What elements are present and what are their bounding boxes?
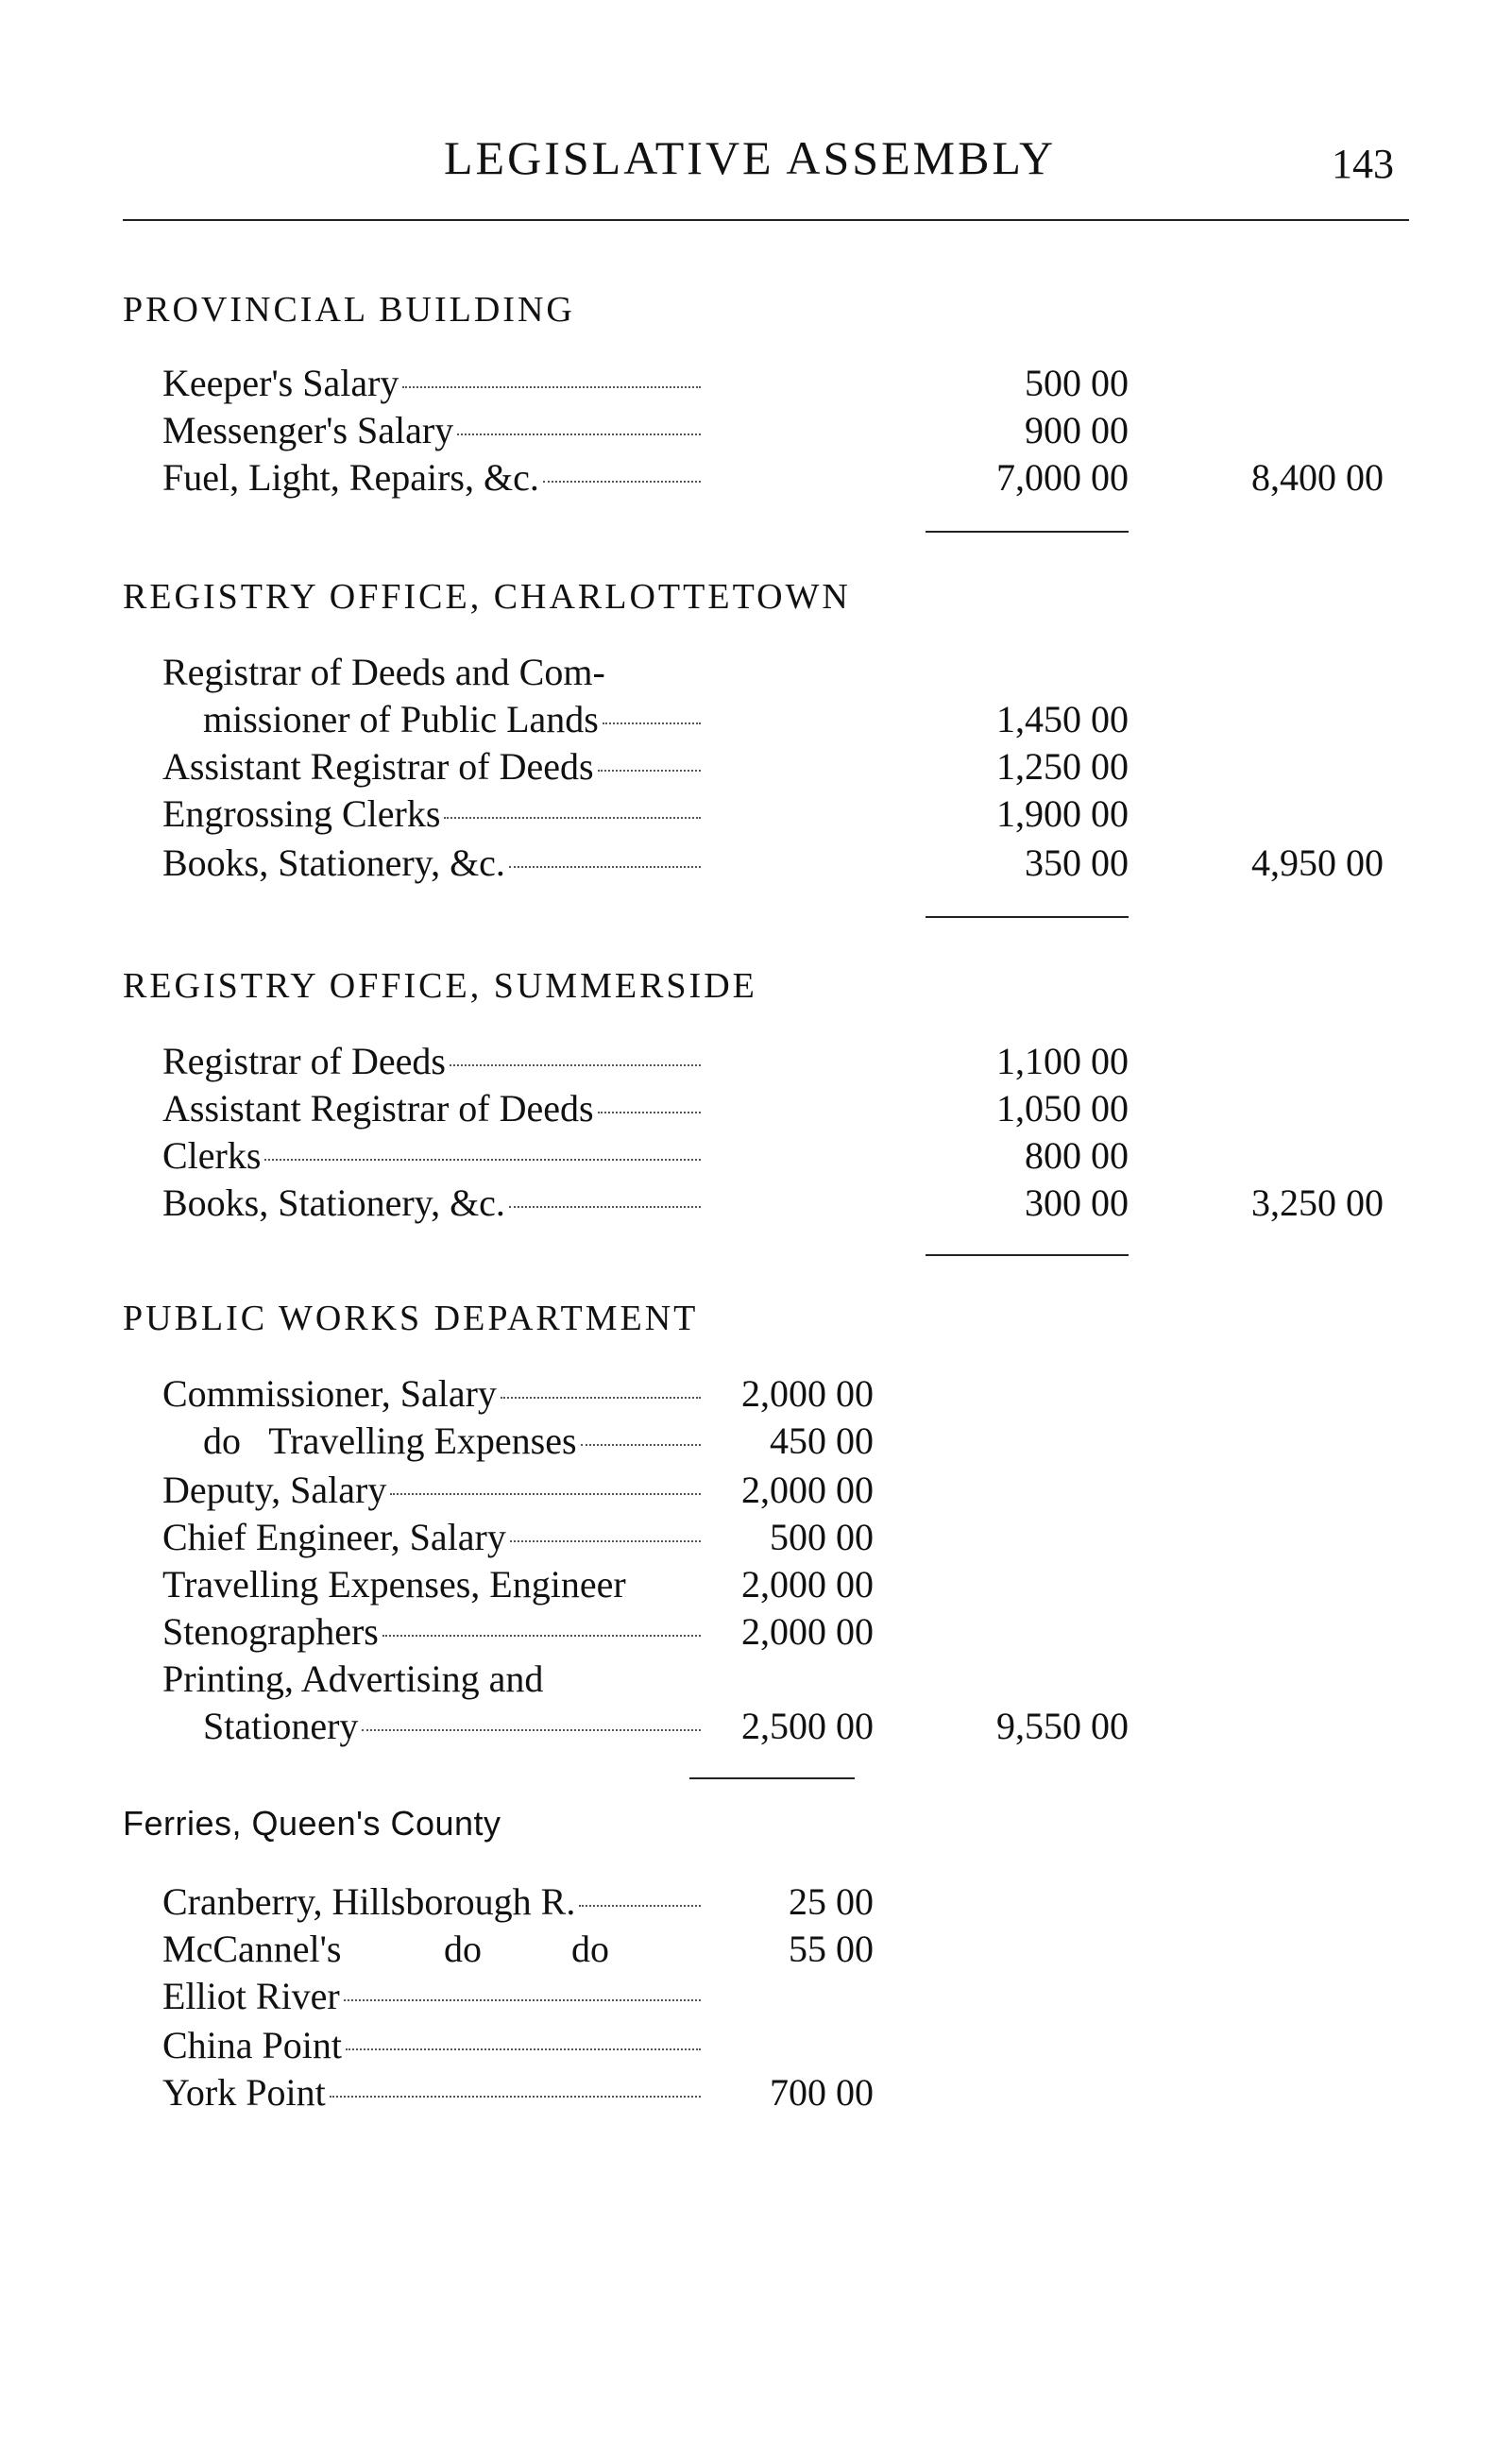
list-item-label: Fuel, Light, Repairs, &c. [162,455,701,500]
item-amount: 1,450 00 [996,698,1129,740]
list-item-label: McCannel's [162,1928,342,1970]
subtotal-rule [926,916,1129,918]
section-title-registry-charlottetown: REGISTRY OFFICE, CHARLOTTETOWN [123,577,851,617]
section-title-public-works: PUBLIC WORKS DEPARTMENT [123,1299,699,1338]
item-amount: 300 00 [1025,1181,1129,1224]
list-item-label: Assistant Registrar of Deeds [162,1086,701,1130]
list-item-label: Assistant Registrar of Deeds [162,744,701,789]
list-item-label: Elliot River [162,1974,701,2018]
item-amount: 1,250 00 [996,745,1129,788]
item-amount: 25 00 [789,1880,874,1923]
list-item-label: Registrar of Deeds [162,1039,701,1083]
list-item-label: York Point [162,2070,701,2115]
list-item-label: Deputy, Salary [162,1468,701,1512]
list-item-label: China Point [162,2023,701,2067]
list-item-label: Books, Stationery, &c. [162,841,701,885]
section-title-ferries: Ferries, Queen's County [123,1804,501,1843]
item-amount: 1,100 00 [996,1040,1129,1082]
header-rule [123,219,1409,221]
item-amount: 900 00 [1025,409,1129,451]
list-item-label: Cranberry, Hillsborough R. [162,1879,701,1924]
list-item-label: do Travelling Expenses [203,1419,701,1463]
ditto-mark: do [571,1928,609,1970]
item-amount: 2,500 00 [741,1705,874,1747]
list-item-label: Messenger's Salary [162,408,701,452]
list-item-label-continued: Stationery [203,1704,701,1748]
item-amount: 1,050 00 [996,1087,1129,1130]
subtotal-rule [926,531,1129,533]
list-item-label: Engrossing Clerks [162,791,701,836]
list-item-label: Travelling Expenses, Engineer [162,1563,626,1606]
page-number: 143 [1332,141,1394,187]
section-title-registry-summerside: REGISTRY OFFICE, SUMMERSIDE [123,966,757,1006]
ditto-mark: do [444,1928,482,1970]
item-amount: 1,900 00 [996,792,1129,835]
list-item-label: Registrar of Deeds and Com- [162,651,605,693]
section-title-provincial-building: PROVINCIAL BUILDING [123,290,575,330]
list-item-label: Clerks [162,1133,701,1178]
list-item-label: Keeper's Salary [162,361,701,405]
section-total: 8,400 00 [1251,456,1384,499]
list-item-label: Stenographers [162,1609,701,1654]
section-total: 9,550 00 [996,1705,1129,1747]
section-total: 4,950 00 [1251,841,1384,884]
list-item-label-continued: missioner of Public Lands [203,697,701,741]
section-total: 3,250 00 [1251,1181,1384,1224]
list-item-label: Commissioner, Salary [162,1371,701,1416]
list-item-label: Printing, Advertising and [162,1657,544,1700]
subtotal-rule [926,1254,1129,1256]
item-amount: 55 00 [789,1928,874,1970]
item-amount: 800 00 [1025,1134,1129,1177]
item-amount: 7,000 00 [996,456,1129,499]
item-amount: 700 00 [770,2071,874,2114]
subtotal-rule [689,1777,855,1779]
list-item-label: Books, Stationery, &c. [162,1181,701,1225]
list-item-label: Chief Engineer, Salary [162,1515,701,1559]
item-amount: 2,000 00 [741,1469,874,1511]
item-amount: 2,000 00 [741,1563,874,1606]
running-head: LEGISLATIVE ASSEMBLY [444,131,1057,184]
item-amount: 2,000 00 [741,1372,874,1415]
item-amount: 500 00 [770,1516,874,1558]
item-amount: 450 00 [770,1419,874,1462]
item-amount: 500 00 [1025,362,1129,404]
item-amount: 2,000 00 [741,1610,874,1653]
item-amount: 350 00 [1025,841,1129,884]
